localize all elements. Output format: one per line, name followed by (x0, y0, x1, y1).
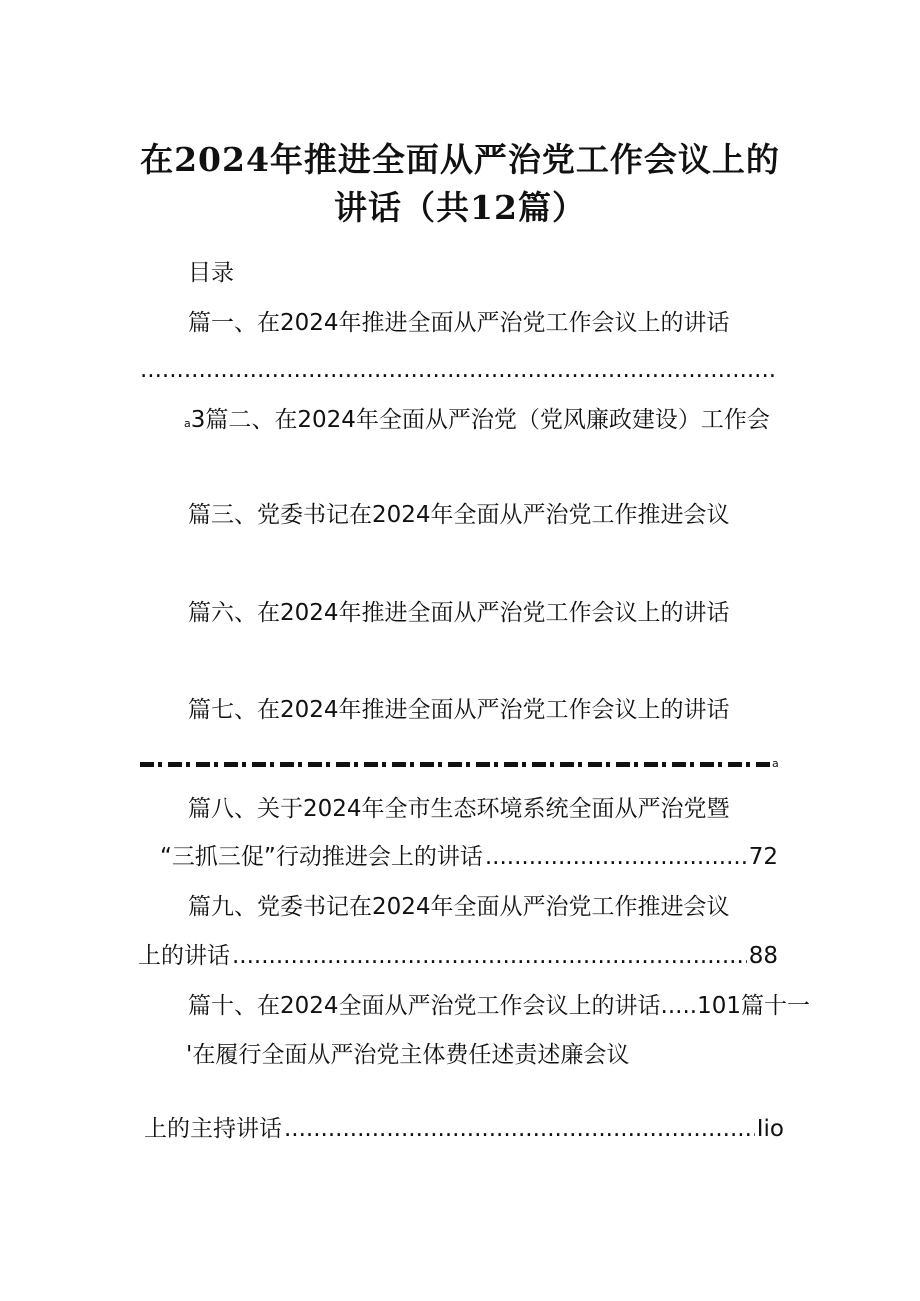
toc-entry-10-text: 篇十、在2024全面从严治党工作会议上的讲话 (188, 993, 661, 1019)
dot-leader (140, 355, 778, 385)
dot-leader (232, 941, 747, 971)
toc-entry-3: 篇三、党委书记在2024年全面从严治党工作推进会议 (188, 502, 730, 528)
document-title-line-1: 在2024年推进全面从严治党工作会议上的 (140, 140, 780, 179)
toc-entry-9: 篇九、党委书记在2024年全面从严治党工作推进会议 (188, 894, 730, 920)
toc-entry-11-cont-text: 上的主持讲话 (144, 1116, 282, 1142)
toc-page-number: 101 (697, 993, 742, 1019)
toc-entry-9-cont (138, 941, 778, 971)
toc-page-number: 72 (748, 844, 778, 870)
toc-entry-11: '在履行全面从严治党主体费任述责述廉会议 (186, 1042, 630, 1068)
toc-entry-7: 篇七、在2024年推进全面从严治党工作会议上的讲话 (188, 697, 730, 723)
toc-entry-8-cont (160, 842, 778, 872)
toc-entry-10 (188, 991, 811, 1021)
toc-entry-8: 篇八、关于2024年全市生态环境系统全面从严治党暨 (188, 796, 730, 822)
dot-leader-short: ..... (660, 993, 698, 1019)
toc-page-number: 88 (748, 943, 778, 969)
toc-marker: a (184, 417, 191, 430)
toc-entry-8-cont-text: “三抓三促”行动推进会上的讲话 (160, 844, 483, 870)
toc-entry-9-cont-text: 上的讲话 (138, 943, 230, 969)
toc-page-number: Iio (756, 1116, 784, 1142)
dot-leader (485, 842, 747, 872)
toc-entry-11-cont (144, 1114, 784, 1144)
toc-entry-2 (184, 405, 770, 439)
toc-entry-6: 篇六、在2024年推进全面从严治党工作会议上的讲话 (188, 600, 730, 626)
toc-entry-2-text: 3篇二、在2024年全面从严治党（党风廉政建设）工作会 (190, 407, 770, 433)
toc-dot-leader-1 (138, 355, 780, 385)
toc-marker-2: a (772, 757, 779, 770)
toc-heading: 目录 (188, 260, 234, 286)
document-title-line-2: 讲话（共12篇） (334, 188, 586, 227)
toc-dash-leader (140, 762, 770, 767)
toc-entry-1: 篇一、在2024年推进全面从严治党工作会议上的讲话 (188, 310, 730, 336)
dot-leader (284, 1114, 755, 1144)
toc-entry-11-start: 篇十一 (741, 993, 811, 1019)
